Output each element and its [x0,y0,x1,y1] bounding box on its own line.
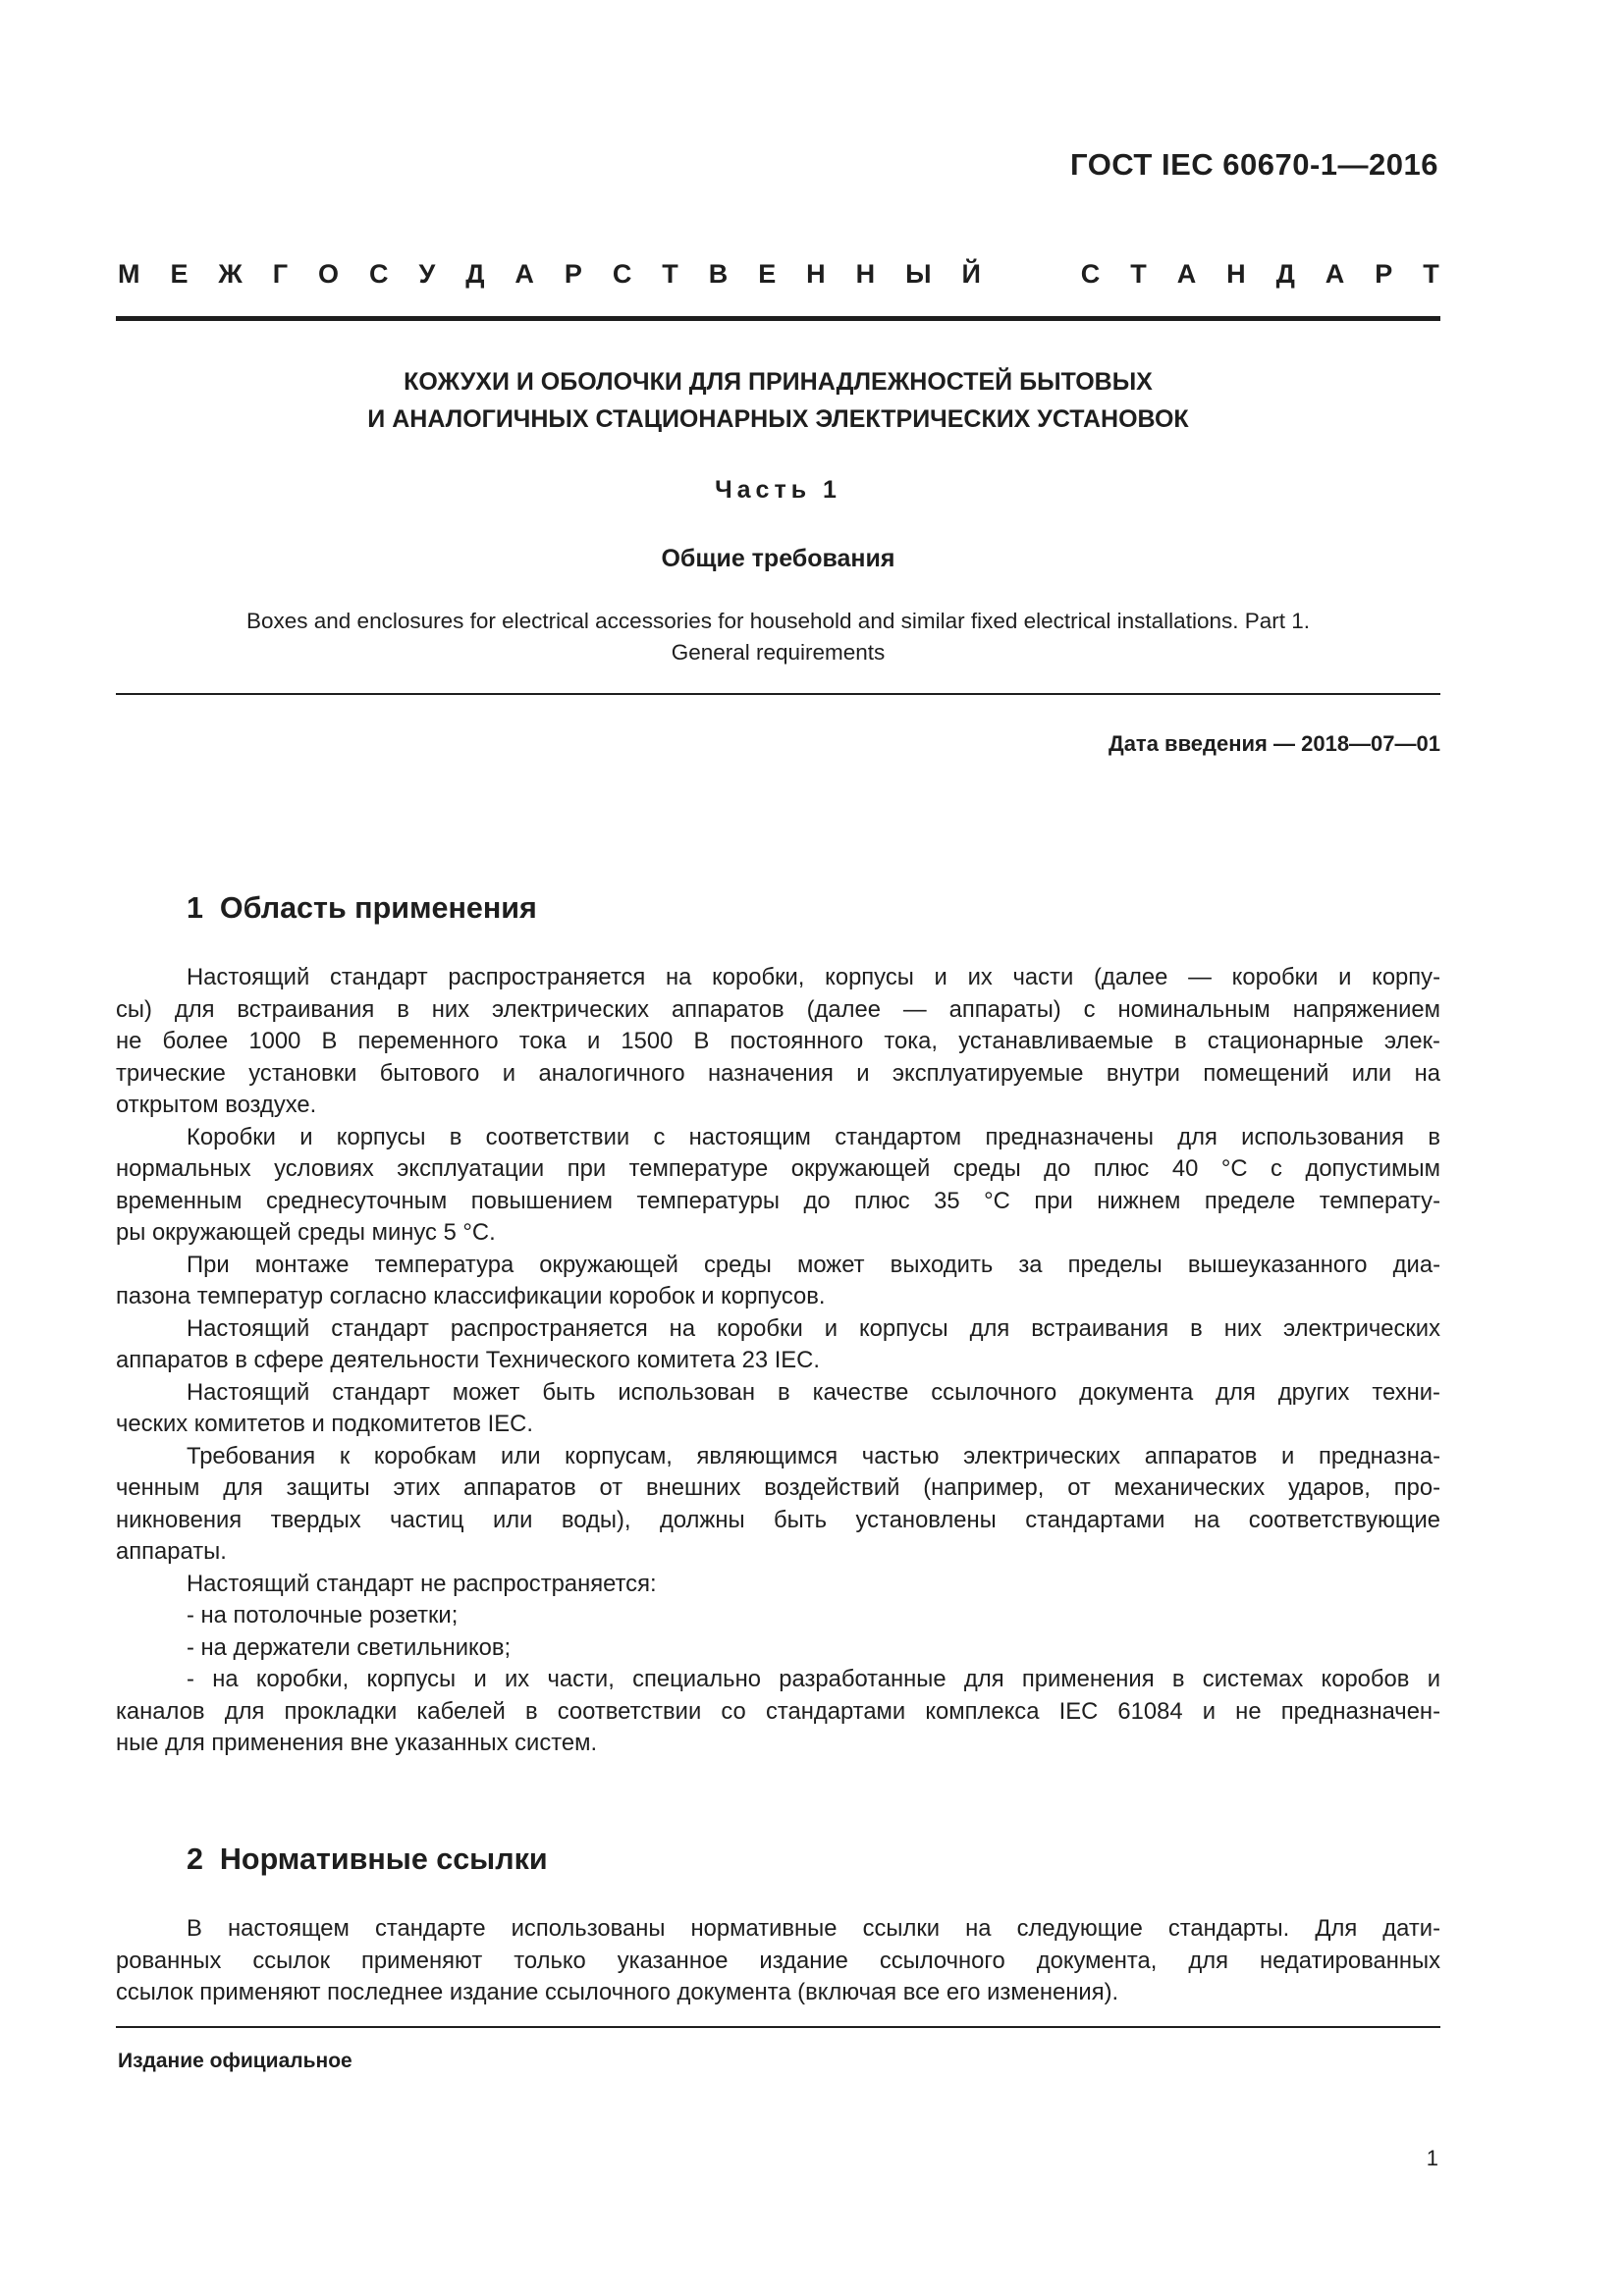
subtitle: Общие требования [661,545,895,572]
banner-letter: Д [465,259,485,289]
text-line: Настоящий стандарт распространяется на коробки, корпусы и их части (далее — коробки и корпу- [187,964,1440,990]
banner-letter: С [612,259,632,289]
text-line: - на держатели светильников; [187,1633,512,1661]
banner-letter: У [418,259,436,289]
text-line: Настоящий стандарт распространяется на коробки и корпусы для встраивания в них электрических [187,1314,1440,1342]
banner-gap [1011,259,1051,290]
banner-letter: В [708,259,729,289]
banner-letter: Ж [218,259,243,289]
section-1-body [116,962,1440,1760]
text-line: трические установки бытового и аналогичного назначения и эксплуатируемые внутри помещений или на [116,1059,1440,1087]
text-line: не более 1000 В переменного тока и 1500 В постоянного тока, устанавливаемые в стационарные элек- [116,1028,1440,1054]
banner-letter: М [118,259,140,289]
text-line: Требования к коробкам или корпусам, являющимся частью электрических аппаратов и предназна- [187,1442,1440,1469]
text-line: Настоящий стандарт может быть использован в качестве ссылочного документа для других техни- [187,1378,1440,1406]
header-rule [116,316,1440,321]
banner-letter: Т [1130,259,1147,289]
banner-letter: Р [564,259,582,289]
text-line: пазона температур согласно классификации коробок и корпусов. [116,1283,826,1309]
text-line: ческих комитетов и подкомитетов IEC. [116,1411,533,1437]
text-line: ры окружающей среды минус 5 °С. [116,1219,496,1246]
text-line: аппаратов в сфере деятельности Технического комитета 23 IEC. [116,1347,820,1373]
english-title-line-1: Boxes and enclosures for electrical accessories for household and similar fixed electrical installations. Part 1. [245,609,1311,633]
text-line: открытом воздухе. [116,1092,317,1118]
banner-letter: Е [758,259,777,289]
text-line: никновения твердых частиц или воды), должны быть установлены стандартами на соответствующие [116,1506,1440,1533]
title-line-1: КОЖУХИ И ОБОЛОЧКИ ДЛЯ ПРИНАДЛЕЖНОСТЕЙ БЫТОВЫХ [404,368,1153,396]
banner-letter: Д [1275,259,1295,289]
title-line-2: И АНАЛОГИЧНЫХ СТАЦИОНАРНЫХ ЭЛЕКТРИЧЕСКИХ УСТАНОВОК [367,405,1189,433]
text-line: ченным для защиты этих аппаратов от внешних воздействий (например, от механических ударов, про- [116,1474,1440,1501]
text-line: - на потолочные розетки; [187,1602,459,1629]
introduction-date: Дата введения — 2018—07—01 [1109,731,1440,756]
text-line: каналов для прокладки кабелей в соответствии со стандартами комплекса IEC 61084 и не предназначен- [116,1697,1440,1725]
text-line: Коробки и корпусы в соответствии с настоящим стандартом предназначены для использования в [187,1123,1440,1150]
banner-letter: Р [1375,259,1393,289]
banner-letter: Т [662,259,678,289]
text-line: При монтаже температура окружающей среды может выходить за пределы вышеуказанного диа- [187,1251,1440,1278]
official-edition-label: Издание официальное [118,2050,352,2072]
banner-letter: А [1325,259,1345,289]
text-line: ссылок применяют последнее издание ссылочного документа (включая все его изменения). [116,1979,1119,2005]
english-title-line-2: General requirements [671,640,886,665]
banner-letter: Н [806,259,826,289]
text-line: - на коробки, корпусы и их части, специально разработанные для применения в системах коробов и [187,1666,1440,1692]
page-number: 1 [1426,2146,1438,2170]
text-line: временным среднесуточным повышением температуры до плюс 35 °С при нижнем пределе температу- [116,1187,1440,1214]
banner-letter: Н [1226,259,1246,289]
banner-letter: Е [170,259,189,289]
section-2-body [116,1913,1440,2009]
banner-letter: О [318,259,340,289]
banner-letter: Н [855,259,876,289]
interstate-standard-banner [118,259,1439,290]
banner-letter: Г [272,259,289,289]
text-line: аппараты. [116,1538,227,1565]
banner-letter: С [1080,259,1101,289]
text-line: нормальных условиях эксплуатации при температуре окружающей среды до плюс 40 °С с допустимым [116,1155,1440,1182]
banner-letter: Ы [905,259,932,289]
text-line: рованных ссылок применяют только указанное издание ссылочного документа, для недатированных [116,1947,1440,1974]
section-1-heading: 1 Область применения [187,891,537,925]
banner-letter: С [369,259,389,289]
section-2-heading: 2 Нормативные ссылки [187,1842,548,1876]
banner-letter: А [1176,259,1197,289]
banner-letter: Й [961,259,981,289]
banner-letter: Т [1423,259,1439,289]
text-line: сы) для встраивания в них электрических аппаратов (далее — аппараты) с номинальным напряжением [116,995,1440,1023]
text-line: ные для применения вне указанных систем. [116,1730,598,1756]
title-rule [116,693,1440,695]
footer-rule [116,2026,1440,2028]
part-label: Часть 1 [715,476,841,504]
text-line: В настоящем стандарте использованы нормативные ссылки на следующие стандарты. Для дати- [187,1915,1440,1942]
text-line: Настоящий стандарт не распространяется: [187,1570,657,1597]
banner-letter: А [514,259,534,289]
standard-code: ГОСТ IEC 60670-1—2016 [1070,147,1438,182]
